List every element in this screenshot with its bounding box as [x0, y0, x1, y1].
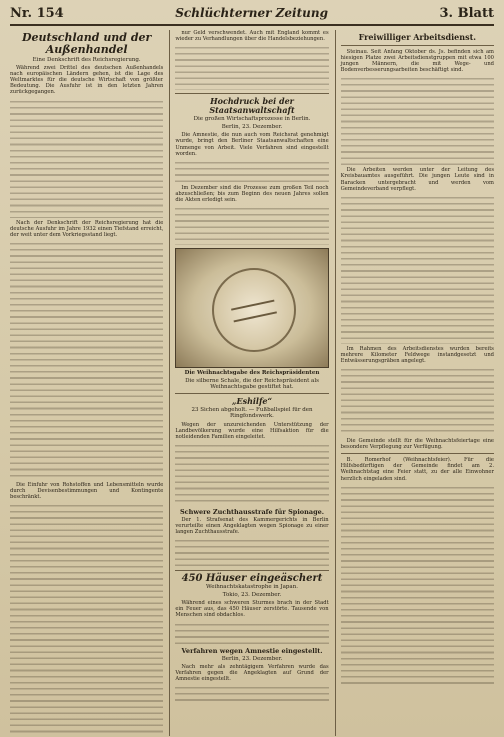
text-block	[341, 75, 494, 165]
article-paragraph: Die Arbeiten werden unter der Leitung des Kreisbauamtes ausgeführt. Die jungen Leute sind in Baracken untergebracht und werden vom Gemeindeverband verpflegt.	[340, 167, 494, 192]
divider	[341, 45, 494, 46]
divider	[175, 93, 328, 94]
article-subline: Die großen Wirtschaftsprozesse in Berlin.	[193, 116, 311, 123]
article-headline: „Eshilfe“	[231, 396, 273, 407]
text-block	[175, 537, 328, 567]
masthead	[10, 6, 494, 26]
text-block	[175, 442, 328, 506]
article-paragraph: Die Amnestie, die nun auch vom Reichsrat genehmigt wurde, bringt den Berliner Staatsanwaltschaften eine Unmenge von Arbeit. Viele Verfahren sind eingestellt worden.	[175, 132, 329, 157]
text-block	[341, 484, 494, 684]
text-block	[175, 621, 328, 645]
article-paragraph: Während zwei Drittel des deutschen Außenhandels nach europäischen Ländern gehen, ist die Lage des Weltmarktes für die deutsche Wirtschaft von größter Bedeutung. Die Ausfuhr ist in den letzten Jahren zurückgegangen.	[10, 65, 164, 96]
text-block	[10, 502, 163, 736]
divider	[175, 393, 328, 394]
section-heading: Schwere Zuchthausstrafe für Spionage.	[179, 507, 325, 516]
article-subline: Eine Denkschrift des Reichsregierung.	[32, 57, 141, 63]
article-paragraph: Wegen der unzureichenden Unterstützung der Landbevölkerung wurde eine Hilfsaktion für die notleidenden Familien eingeleitet.	[175, 421, 329, 440]
article-paragraph: Die Gemeinde stellt für die Weihnachtsfeiertage eine besondere Verpflegung zur Verfügung.	[340, 438, 494, 451]
dateline: Tokio, 23. Dezember.	[222, 592, 282, 599]
divider	[341, 453, 494, 454]
column-3	[335, 30, 494, 736]
article-paragraph: Im Rahmen des Arbeitsdienstes wurden bereits mehrere Kilometer Feldwege instandgesetzt und Entwässerungsgräben angelegt.	[340, 345, 494, 364]
article-paragraph: Während eines schweren Sturmes brach in der Stadt ein Feuer aus, das 450 Häuser zerstörte. Tausende von Menschen sind obdachlos.	[175, 600, 329, 619]
text-block	[341, 366, 494, 436]
article-paragraph: Nach mehr als zehntägigem Verfahren wurde das Verfahren gegen die Angeklagten auf Grund der Amnestie eingestellt.	[175, 663, 329, 682]
photo-caption: Die Weihnachtsgabe des Reichspräsidenten	[184, 370, 320, 377]
article-headline: 450 Häuser eingeäschert	[181, 573, 323, 585]
article-paragraph: Der 1. Strafsenat des Kammergerichts in Berlin verurteilte einen Angeklagten wegen Spionage zu einer langen Zuchthausstrafe.	[175, 516, 329, 535]
dateline: Berlin, 23. Dezember.	[221, 655, 283, 662]
text-block	[175, 205, 328, 245]
text-block	[175, 159, 328, 183]
text-block	[175, 684, 328, 704]
paper-name: Schlüchterner Zeitung	[175, 6, 328, 20]
section-heading: Verfahren wegen Amnestie eingestellt.	[181, 646, 323, 655]
article-paragraph: Die Einfuhr von Rohstoffen und Lebensmitteln wurde durch Devisenbestimmungen und Kontingente beschränkt.	[10, 481, 164, 501]
article-paragraph: B. Romerhof (Weihnachtsfeier). Für die Hilfsbedürftigen der Gemeinde findet am 2. Weihnachtstag eine Feier statt, zu der alle Einwohner herzlich eingeladen sind.	[340, 457, 494, 482]
article-subline: 23 Sichen abgeholt. — Fußballspiel für den Ringfondswerk.	[191, 407, 313, 420]
text-block	[341, 194, 494, 344]
article-subline: Weihnachtskatastrophe in Japan.	[205, 584, 298, 591]
column-1	[10, 30, 163, 736]
text-block	[10, 240, 163, 480]
text-block	[10, 98, 163, 218]
silver-bowl-image	[212, 268, 296, 352]
sheet-number: 3. Blatt	[439, 6, 494, 21]
dateline: Berlin, 23. Dezember.	[221, 124, 283, 131]
news-photo	[175, 248, 328, 368]
divider	[175, 570, 328, 571]
article-headline: Deutschland und der Außenhandel	[21, 31, 152, 56]
photo-caption-sub: Die silberne Schale, die der Reichspräsident als Weihnachtsgabe gestiftet hat.	[185, 378, 319, 391]
issue-number: Nr. 154	[10, 6, 64, 21]
column-2	[169, 30, 328, 736]
article-paragraph: Im Dezember sind die Prozesse zum großen Teil noch abzuschließen; bis zum Beginn des neuen Jahres sollen die Akten erledigt sein.	[175, 184, 329, 203]
article-headline: Hochdruck bei der Staatsanwaltschaft	[209, 96, 295, 116]
article-paragraph: nur Geld verschwendet. Auch mit England kommt es wieder zu Verhandlungen über die Handelsbeziehungen.	[175, 30, 329, 43]
article-headline: Freiwilliger Arbeitsdienst.	[358, 32, 477, 42]
article-paragraph: Nach der Denkschrift der Reichsregierung hat die deutsche Ausfuhr im Jahre 1932 einen Tiefstand erreicht, der weit unter dem Vorkriegsstand liegt.	[10, 219, 164, 238]
article-paragraph: Steinau. Seit Anfang Oktober ds. Js. befinden sich am hiesigen Platze zwei Arbeitsdienstgruppen mit etwa 100 jungen Männern, die mit Wege- und Bodenverbesserungsarbeiten beschäftigt sind.	[340, 49, 494, 74]
text-block	[175, 44, 328, 90]
